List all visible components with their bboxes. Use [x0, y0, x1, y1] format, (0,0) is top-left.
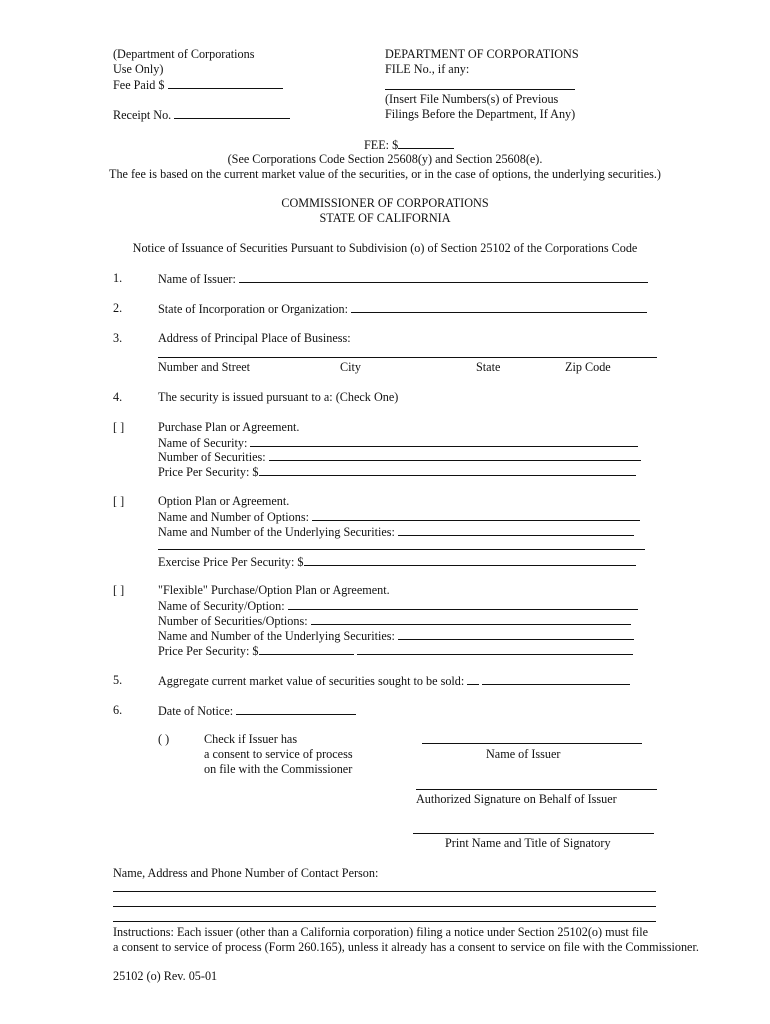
price-per-security-field [158, 464, 636, 480]
exercise-price-label: Exercise Price Per Security: $ [158, 555, 304, 569]
option-plan-checkbox[interactable]: [ ] [113, 494, 125, 508]
fee-input[interactable] [398, 137, 454, 149]
file-number-note-1: (Insert File Numbers(s) of Previous [385, 92, 559, 106]
office-use-label: (Department of Corporations [113, 47, 255, 61]
file-number-input[interactable] [385, 89, 575, 90]
file-number-note-2: Filings Before the Department, If Any) [385, 107, 576, 121]
item-number: 6. [113, 703, 123, 717]
item-number: 2. [113, 301, 123, 315]
options-field [158, 509, 640, 525]
flexible-plan-checkbox[interactable]: [ ] [113, 583, 125, 597]
underlying-securities-input[interactable] [398, 524, 634, 536]
fee-basis-text: The fee is based on the current market value of the securities, or in the case of options, the underlying securities.) [109, 167, 661, 181]
securities-number-input[interactable] [269, 449, 641, 461]
address-city-caption: City [340, 360, 361, 374]
security-option-label: Name of Security/Option: [158, 599, 285, 613]
aggregate-value-field [158, 673, 630, 689]
fee-code-reference: (See Corporations Code Section 25608(y) and Section 25608(e). [227, 152, 543, 166]
item-number: 4. [113, 390, 123, 404]
fee-label: FEE: $ [364, 138, 399, 152]
flexible-price-field [158, 643, 633, 659]
address-input[interactable] [158, 357, 657, 358]
fee-paid-field [113, 77, 283, 93]
issuer-name-caption: Name of Issuer [486, 747, 561, 761]
state-heading: STATE OF CALIFORNIA [319, 211, 451, 225]
underlying-securities-label: Name and Number of the Underlying Securities: [158, 525, 395, 539]
address-label: Address of Principal Place of Business: [158, 331, 351, 345]
signatory-name-input[interactable] [413, 833, 654, 834]
price-per-security-label: Price Per Security: $ [158, 465, 259, 479]
incorporation-state-label: State of Incorporation or Organization: [158, 302, 348, 316]
flexible-price-input-2[interactable] [357, 643, 633, 655]
signatory-name-caption: Print Name and Title of Signatory [445, 836, 611, 850]
receipt-input[interactable] [174, 107, 290, 119]
incorporation-state-field [158, 301, 647, 317]
consent-text-3: on file with the Commissioner [204, 762, 353, 776]
issuer-name-input[interactable] [239, 271, 648, 283]
security-option-input[interactable] [288, 598, 638, 610]
flexible-price-label: Price Per Security: $ [158, 644, 259, 658]
issuer-signature-name-input[interactable] [422, 743, 642, 744]
notice-date-input[interactable] [236, 703, 356, 715]
security-type-label: The security is issued pursuant to a: (Check One) [158, 390, 399, 404]
notice-date-field [158, 703, 356, 719]
file-number-label: FILE No., if any: [385, 62, 470, 76]
underlying-securities-field [158, 524, 634, 540]
securities-number-label: Number of Securities: [158, 450, 266, 464]
authorized-signature-input[interactable] [416, 789, 657, 790]
consent-checkbox[interactable]: ( ) [158, 732, 170, 746]
securities-options-number-input[interactable] [311, 613, 631, 625]
purchase-plan-title: Purchase Plan or Agreement. [158, 420, 300, 434]
address-zip-caption: Zip Code [565, 360, 611, 374]
exercise-price-input[interactable] [304, 554, 636, 566]
receipt-label: Receipt No. [113, 108, 172, 122]
notice-title: Notice of Issuance of Securities Pursuant to Subdivision (o) of Section 25102 of the Corporations Code [132, 241, 638, 255]
flexible-price-input[interactable] [259, 643, 354, 655]
contact-line-3[interactable] [113, 921, 656, 922]
options-input[interactable] [312, 509, 640, 521]
issuer-name-label: Name of Issuer: [158, 272, 236, 286]
authorized-signature-caption: Authorized Signature on Behalf of Issuer [416, 792, 617, 806]
contact-line-1[interactable] [113, 891, 656, 892]
security-option-field [158, 598, 638, 614]
underlying-securities-continuation[interactable] [158, 549, 645, 550]
purchase-plan-checkbox[interactable]: [ ] [113, 420, 125, 434]
address-state-caption: State [476, 360, 501, 374]
receipt-field [113, 107, 290, 123]
aggregate-value-input[interactable] [482, 673, 630, 685]
securities-number-field [158, 449, 641, 465]
issuer-name-field [158, 271, 648, 287]
incorporation-state-input[interactable] [351, 301, 647, 313]
option-plan-title: Option Plan or Agreement. [158, 494, 290, 508]
securities-options-number-field [158, 613, 631, 629]
consent-text-2: a consent to service of process [204, 747, 353, 761]
fee-paid-input[interactable] [168, 77, 283, 89]
flexible-underlying-label: Name and Number of the Underlying Securities: [158, 629, 395, 643]
address-street-caption: Number and Street [158, 360, 251, 374]
form-number: 25102 (o) Rev. 05-01 [113, 969, 218, 983]
flexible-underlying-field [158, 628, 634, 644]
fee-paid-label: Fee Paid $ [113, 78, 165, 92]
flexible-plan-title: "Flexible" Purchase/Option Plan or Agreement. [158, 583, 390, 597]
aggregate-value-prefix[interactable] [467, 673, 479, 685]
instructions-text-1: Instructions: Each issuer (other than a California corporation) filing a notice under Section 25102(o) must file [113, 925, 649, 939]
security-name-input[interactable] [250, 435, 638, 447]
price-per-security-input[interactable] [259, 464, 636, 476]
options-label: Name and Number of Options: [158, 510, 309, 524]
item-number: 1. [113, 271, 123, 285]
notice-date-label: Date of Notice: [158, 704, 234, 718]
department-heading: DEPARTMENT OF CORPORATIONS [385, 47, 579, 61]
fee-field [364, 137, 454, 153]
item-number: 5. [113, 673, 123, 687]
office-use-label-2: Use Only) [113, 62, 164, 76]
security-name-label: Name of Security: [158, 436, 248, 450]
consent-text-1: Check if Issuer has [204, 732, 298, 746]
exercise-price-field [158, 554, 636, 570]
flexible-underlying-input[interactable] [398, 628, 634, 640]
commissioner-heading: COMMISSIONER OF CORPORATIONS [281, 196, 489, 210]
contact-line-2[interactable] [113, 906, 656, 907]
instructions-text-2: a consent to service of process (Form 260.165), unless it already has a consent to service on file with the Commissioner. [113, 940, 699, 954]
contact-person-label: Name, Address and Phone Number of Contact Person: [113, 866, 379, 880]
aggregate-value-label: Aggregate current market value of securities sought to be sold: [158, 674, 465, 688]
item-number: 3. [113, 331, 123, 345]
securities-options-number-label: Number of Securities/Options: [158, 614, 308, 628]
